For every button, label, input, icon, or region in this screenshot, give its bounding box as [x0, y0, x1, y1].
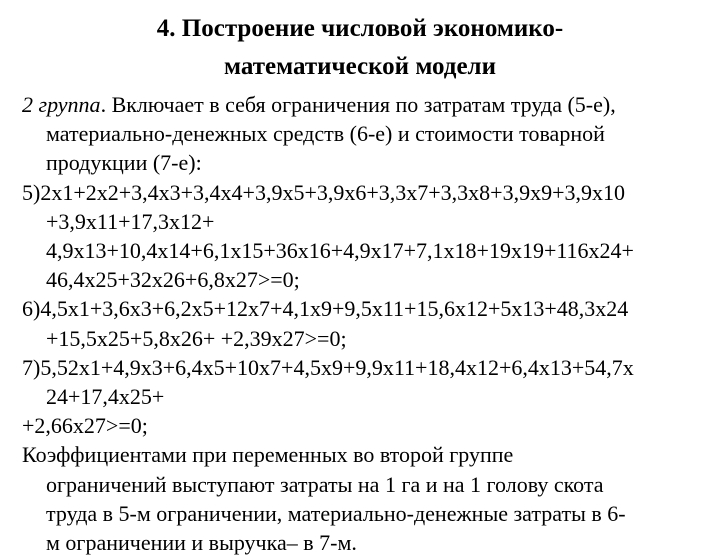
constraint-6-line-2: +15,5х25+5,8х26+ +2,39х27>=0;: [46, 325, 347, 351]
intro-line-1-rest: . Включает в себя ограничения по затратам труда (5-е),: [100, 92, 616, 117]
conclusion-line-3: труда в 5-м ограничении, материально-денежные затраты в 6-: [46, 500, 626, 526]
constraint-7-line-1: 7)5,52х1+4,9х3+6,4х5+10х7+4,5х9+9,9х11+18,4х12+6,4х13+54,7х: [22, 354, 634, 380]
constraint-5-line-3: 4,9х13+10,4х14+6,1х15+36х16+4,9х17+7,1х18+19х19+116х24+: [46, 238, 634, 264]
group-label: 2 группа: [22, 92, 101, 117]
conclusion-line-4: м ограничении и выручка– в 7-м.: [46, 530, 357, 556]
constraint-7-line-3: +2,66х27>=0;: [22, 413, 148, 439]
slide-body: [22, 90, 712, 557]
title-line-2: математической модели: [224, 53, 496, 80]
conclusion-line-1: Коэффициентами при переменных во второй группе: [22, 442, 514, 468]
constraint-5-line-4: 46,4х25+32х26+6,8х27>=0;: [46, 267, 300, 293]
constraint-7-line-2: 24+17,4х25+: [46, 384, 165, 410]
constraint-6-line-1: 6)4,5х1+3,6х3+6,2х5+12х7+4,1х9+9,5х11+15,6х12+5х13+48,3х24: [22, 296, 629, 322]
title-line-1: 4. Построение числовой экономико-: [156, 15, 564, 42]
intro-line-2: материально-денежных средств (6-е) и стоимости товарной: [46, 121, 605, 147]
constraint-5-line-2: +3,9х11+17,3х12+: [46, 208, 215, 234]
intro-line-3: продукции (7-е):: [46, 150, 202, 176]
constraint-5-line-1: 5)2х1+2х2+3,4х3+3,4х4+3,9х5+3,9х6+3,3х7+3,3х8+3,9х9+3,9х10: [22, 179, 625, 205]
conclusion-line-2: ограничений выступают затраты на 1 га и на 1 голову скота: [46, 471, 604, 497]
slide-title: [60, 10, 660, 86]
intro-line-1: [22, 90, 712, 119]
